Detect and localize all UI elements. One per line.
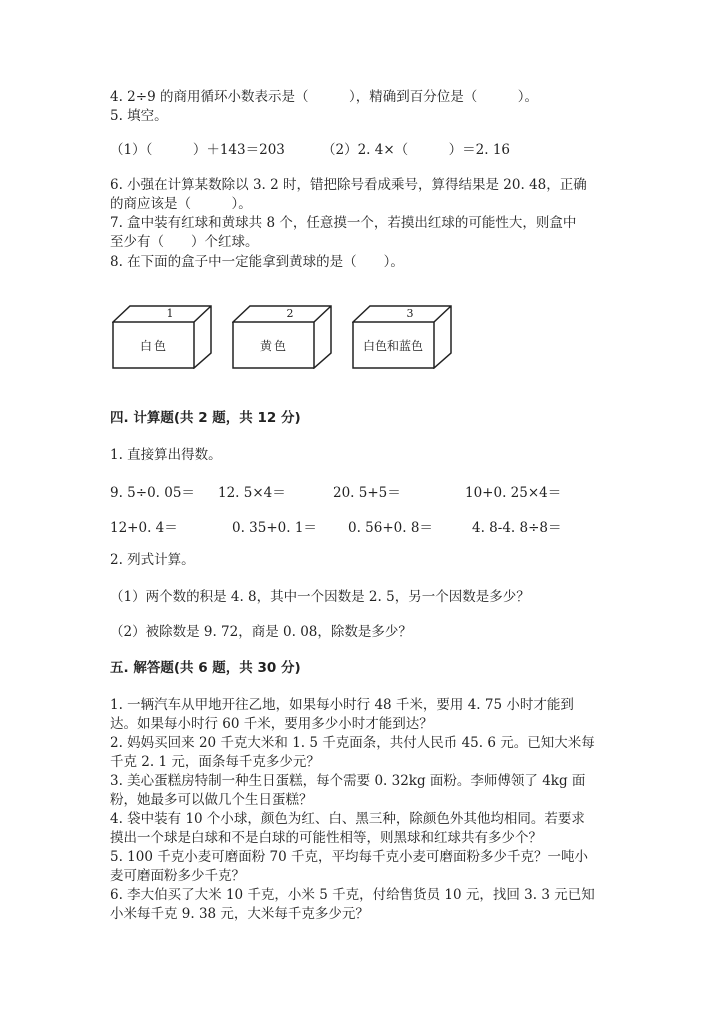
section-5-heading: 五. 解答题(共 6 题，共 30 分): [110, 660, 301, 676]
section-4-heading: 四. 计算题(共 2 题，共 12 分): [110, 410, 301, 426]
section-5-line: 粉，她最多可以做几个生日蛋糕？: [110, 792, 313, 808]
section-4-question-2-part-1: （1）两个数的积是 4. 8，其中一个因数是 2. 5，另一个因数是多少？: [110, 589, 530, 605]
section-5-line: 4. 袋中装有 10 个小球，颜色为红、白、黑三种，除颜色外其他均相同。若要求: [110, 811, 585, 827]
calc-item: 9. 5÷0. 05＝: [110, 485, 195, 501]
box-1: [112, 305, 224, 367]
calc-item: 10+0. 25×4＝: [465, 485, 562, 501]
section-5-line: 摸出一个球是白球和不是白球的可能性相等，则黑球和红球共有多少个？: [110, 830, 542, 846]
calc-item: 20. 5+5＝: [333, 485, 401, 501]
question-8: 8. 在下面的盒子中一定能拿到黄球的是（ ）。: [110, 254, 404, 270]
box-number: 2: [286, 307, 294, 320]
section-5-line: 3. 美心蛋糕房特制一种生日蛋糕，每个需要 0. 32kg 面粉。李师傅领了 4kg 面: [110, 773, 586, 789]
section-4-question-2-part-2: （2）被除数是 9. 72，商是 0. 08，除数是多少？: [110, 624, 412, 640]
calc-item: 12. 5×4＝: [218, 485, 286, 501]
box-label: 白色和蓝色: [362, 339, 423, 353]
section-4-question-1: 1. 直接算出得数。: [110, 447, 222, 463]
calc-item: 0. 35+0. 1＝: [232, 520, 317, 536]
box-number: 3: [406, 307, 414, 320]
box-3: [352, 305, 464, 367]
question-7-line-2: 至少有（ ）个红球。: [110, 234, 259, 250]
section-5-line: 5. 100 千克小麦可磨面粉 70 千克，平均每千克小麦可磨面粉多少千克？一吨小: [110, 849, 588, 865]
question-5-part-2: （2）2. 4×（ ）＝2. 16: [322, 142, 511, 158]
section-5-line: 6. 李大伯买了大米 10 千克，小米 5 千克，付给售货员 10 元，找回 3. 3 元已知: [110, 887, 595, 903]
question-5-part-1: （1）（ ）＋143＝203: [110, 142, 285, 158]
question-6-line-2: 的商应该是（ ）。: [110, 196, 252, 212]
calc-item: 0. 56+0. 8＝: [348, 520, 433, 536]
section-5-line: 麦可磨面粉多少千克？: [110, 868, 245, 884]
box-label: 白色: [139, 339, 168, 353]
section-5-line: 1. 一辆汽车从甲地开往乙地，如果每小时行 48 千米，要用 4. 75 小时才能到: [110, 697, 574, 713]
question-4: 4. 2÷9 的商用循环小数表示是（ ），精确到百分位是（ ）。: [110, 89, 538, 105]
section-5-line: 达。如果每小时行 60 千米，要用多少小时才能到达？: [110, 716, 433, 732]
question-7-line-1: 7. 盒中装有红球和黄球共 8 个，任意摸一个，若摸出红球的可能性大，则盒中: [110, 215, 577, 231]
section-5-line: 2. 妈妈买回来 20 千克大米和 1. 5 千克面条，共付人民币 45. 6 元。已知大米每: [110, 735, 595, 751]
question-5: 5. 填空。: [110, 108, 168, 124]
section-5-line: 千克 2. 1 元，面条每千克多少元？: [110, 754, 320, 770]
calc-item: 4. 8-4. 8÷8＝: [472, 520, 562, 536]
box-label: 黄色: [259, 339, 288, 353]
calc-item: 12+0. 4＝: [110, 520, 178, 536]
question-6-line-1: 6. 小强在计算某数除以 3. 2 时，错把除号看成乘号，算得结果是 20. 48，正确: [110, 177, 587, 193]
box-number: 1: [166, 307, 174, 320]
section-4-question-2: 2. 列式计算。: [110, 552, 195, 568]
box-2: [232, 305, 344, 367]
section-5-line: 小米每千克 9. 38 元，大米每千克多少元？: [110, 906, 369, 922]
